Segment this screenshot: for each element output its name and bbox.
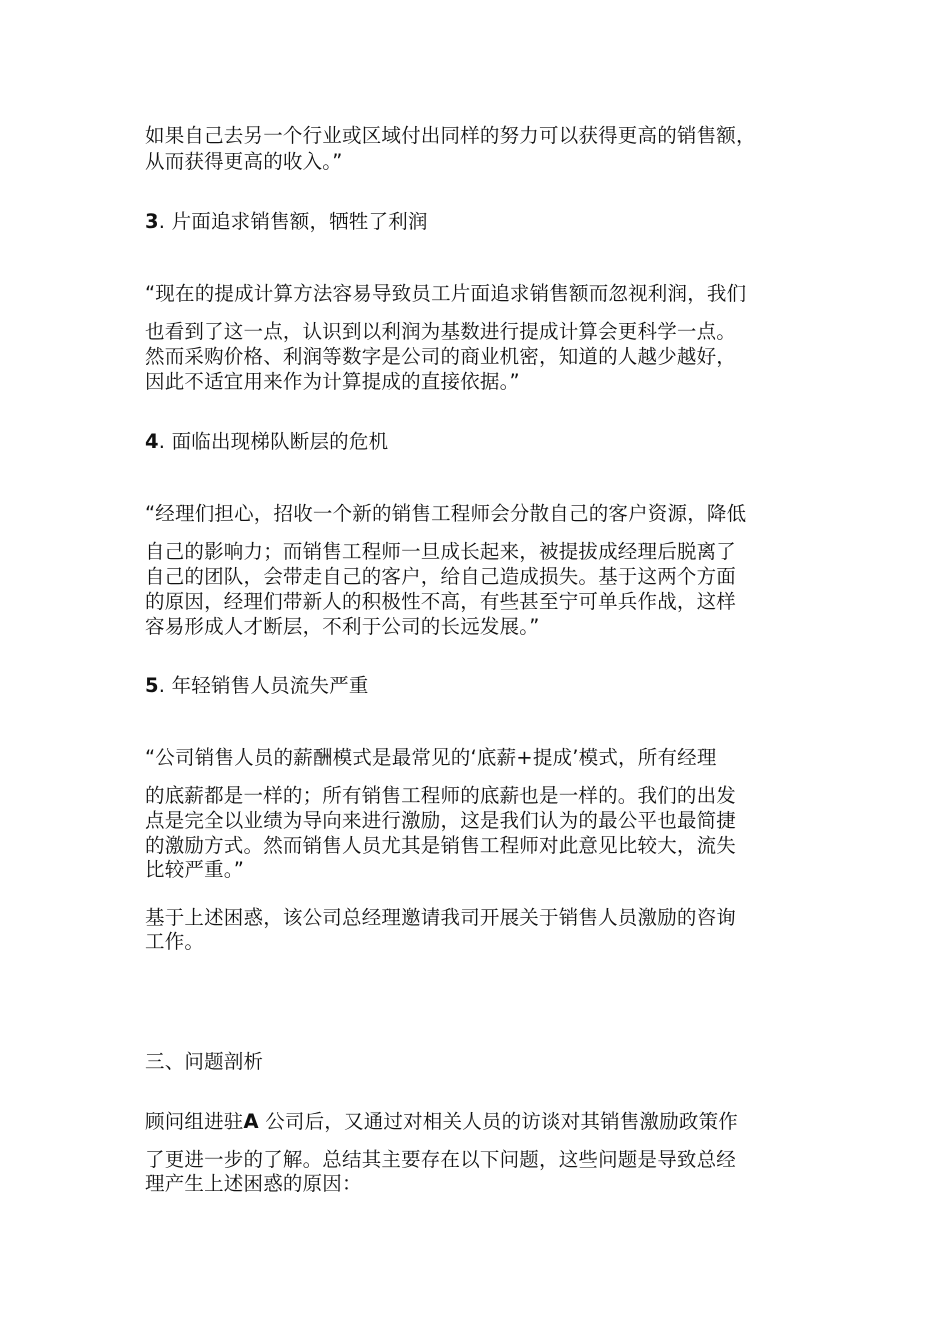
section-3-number: 3	[145, 210, 159, 233]
section-heading-3: 三、问题剖析	[145, 1050, 264, 1073]
paragraph-1-line-1: 如果自己去另一个行业或区域付出同样的努力可以获得更高的销售额，	[145, 124, 756, 147]
paragraph-3-line-3: 自己的团队，会带走自己的客户，给自己造成损失。基于这两个方面	[145, 565, 737, 588]
paragraph-3-line-2: 自己的影响力；而销售工程师一旦成长起来，被提拔成经理后脱离了	[145, 540, 737, 563]
paragraph-3-line-1: “经理们担心，招收一个新的销售工程师会分散自己的客户资源，降低	[145, 502, 747, 525]
section-3-heading	[145, 210, 825, 234]
paragraph-4-line-1: “公司销售人员的薪酬模式是最常见的‘底薪+提成’模式，所有经理	[145, 746, 717, 769]
section-5-heading	[145, 674, 825, 698]
paragraph-4-line-2: 的底薪都是一样的；所有销售工程师的底薪也是一样的。我们的出发	[145, 784, 737, 807]
paragraph-6-line-2: 了更进一步的了解。总结其主要存在以下问题，这些问题是导致总经	[145, 1148, 737, 1171]
paragraph-2-line-2: 也看到了这一点，认识到以利润为基数进行提成计算会更科学一点。	[145, 320, 737, 343]
paragraph-5-line-1: 基于上述困惑，该公司总经理邀请我司开展关于销售人员激励的咨询	[145, 906, 737, 929]
section-5-number: 5	[145, 674, 159, 697]
section-4-title: . 面临出现梯队断层的危机	[158, 430, 389, 453]
section-5-title: . 年轻销售人员流失严重	[158, 674, 369, 697]
paragraph-2-line-1: “现在的提成计算方法容易导致员工片面追求销售额而忽视利润，我们	[145, 282, 747, 305]
paragraph-4-line-4: 的激励方式。然而销售人员尤其是销售工程师对此意见比较大，流失	[145, 834, 737, 857]
company-name: A	[243, 1110, 259, 1133]
section-3-title: . 片面追求销售额，牺牲了利润	[158, 210, 428, 233]
paragraph-1-line-2: 从而获得更高的收入。”	[145, 150, 343, 173]
paragraph-4-line-5: 比较严重。”	[145, 858, 245, 881]
paragraph-6-suffix: 公司后，又通过对相关人员的访谈对其销售激励政策作	[258, 1110, 739, 1133]
paragraph-6-line-3: 理产生上述困惑的原因：	[145, 1172, 362, 1195]
section-4-heading	[145, 430, 825, 454]
paragraph-3-line-4: 的原因，经理们带新人的积极性不高，有些甚至宁可单兵作战，这样	[145, 590, 737, 613]
paragraph-2-line-3: 然而采购价格、利润等数字是公司的商业机密，知道的人越少越好，	[145, 345, 737, 368]
paragraph-6-prefix: 顾问组进驻	[145, 1110, 244, 1133]
paragraph-4-line-3: 点是完全以业绩为导向来进行激励，这是我们认为的最公平也最简捷	[145, 809, 737, 832]
paragraph-2-line-4: 因此不适宜用来作为计算提成的直接依据。”	[145, 370, 520, 393]
paragraph-3-line-5: 容易形成人才断层，不利于公司的长远发展。”	[145, 615, 540, 638]
section-4-number: 4	[145, 430, 159, 453]
paragraph-5-line-2: 工作。	[145, 930, 205, 953]
paragraph-6-line-1	[145, 1110, 825, 1134]
